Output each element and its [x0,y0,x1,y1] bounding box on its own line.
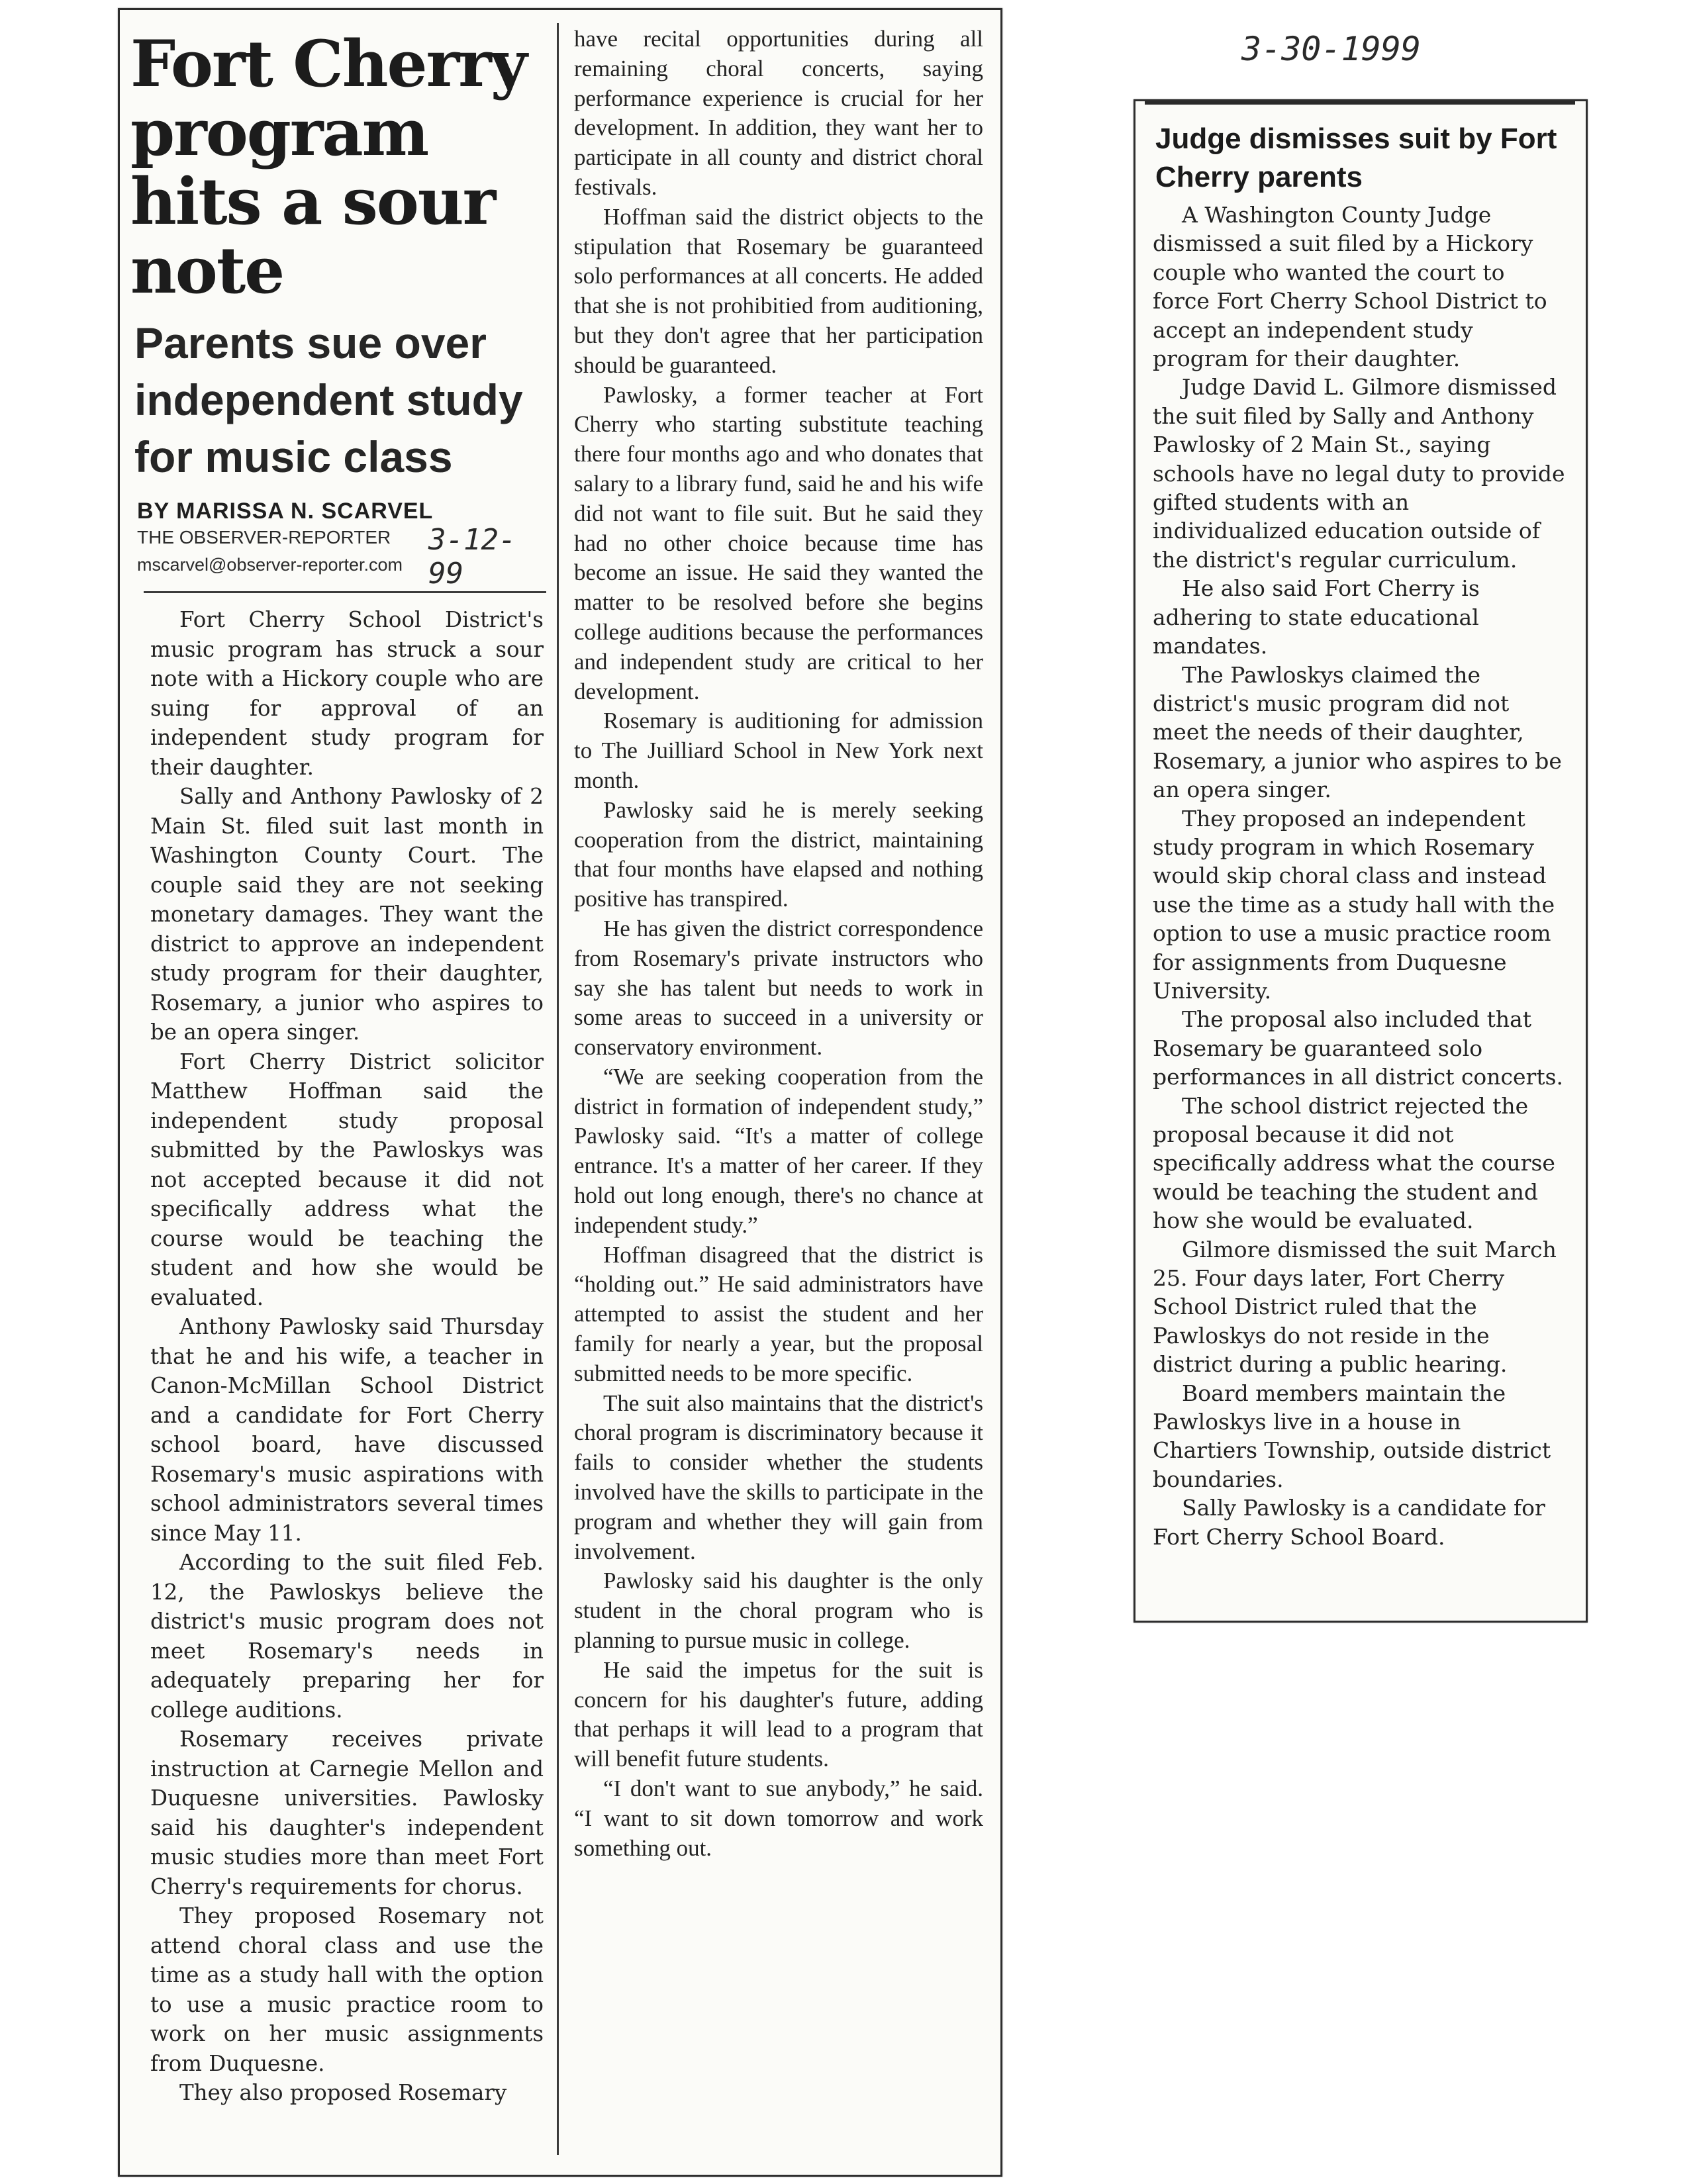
column-divider [557,23,559,2155]
paragraph: Judge David L. Gilmore dismissed the suit filed by Sally and Anthony Pawlosky of 2 Main St., saying schools have no legal duty to provide gifted students with an individualized education outside of the district's regular curriculum. [1153,374,1565,573]
paragraph: They also proposed Rosemary [179,2080,507,2105]
side-article-body [1153,201,1567,1551]
paragraph: The Pawloskys claimed the district's music program did not meet the needs of their daughter, Rosemary, a junior who aspires to be an opera singer. [1153,661,1562,803]
subheadline: Parents sue over independent study for music class [134,318,523,481]
paragraph: They proposed Rosemary not attend choral class and use the time as a study hall with the option to use a music practice room to work on her music assignments from Duquesne. [150,1903,544,2076]
outlet-name: THE OBSERVER-REPORTER [137,527,391,547]
paragraph: He said the impetus for the suit is concern for his daughter's future, adding that perhaps it will lead to a program that will benefit future students. [574,1656,983,1772]
byline-rule [144,591,546,593]
paragraph: Rosemary receives private instruction at Carnegie Mellon and Duquesne universities. Pawlosky said his daughter's independent music studies more than meet Fort Cherry's requirements for chorus. [150,1727,544,1899]
side-article-clipping [1134,30,1588,1623]
paragraph: Sally Pawlosky is a candidate for Fort Cherry School Board. [1153,1495,1545,1550]
paragraph: Board members maintain the Pawloskys live in a house in Chartiers Township, outside district boundaries. [1153,1380,1551,1492]
paragraph: Gilmore dismissed the suit March 25. Four days later, Fort Cherry School District ruled that the Pawloskys do not reside in the district during a public hearing. [1153,1236,1557,1378]
paragraph: Rosemary is auditioning for admission to The Juilliard School in New York next month. [574,708,983,793]
paragraph: Pawlosky, a former teacher at Fort Cherry who starting substitute teaching there four months ago and who donates that salary to a library fund, said he and his wife did not want to file suit. But he said they had no other choice because time has become an issue. He said they wanted the matter to be resolved before she begins college auditions because the performances and independent study are critical to her development. [574,381,983,704]
main-article-clipping [118,8,1002,2177]
paragraph: A Washington County Judge dismissed a suit filed by a Hickory couple who wanted the court to force Fort Cherry School District to accept an independent study program for their daughter. [1153,202,1547,372]
paragraph: have recital opportunities during all remaining choral concerts, saying performance experience is crucial for her development. In addition, they want her to participate in all county and district choral festivals. [574,26,983,200]
paragraph: He has given the district correspondence from Rosemary's private instructors who say she has talent but needs to work in some areas to succeed in a university or conservatory environment. [574,915,983,1061]
side-headline: Judge dismisses suit by Fort Cherry parents [1155,122,1557,193]
handwritten-date-note: 3-30-1999 [1241,30,1421,68]
paragraph: Pawlosky said his daughter is the only student in the choral program who is planning to pursue music in college. [574,1568,983,1654]
paragraph: Fort Cherry School District's music program has struck a sour note with a Hickory couple who are suing for approval of an independent study program for their daughter. [150,607,544,780]
handwritten-date: 3-12-99 [428,523,516,591]
column-1-body [130,605,546,2108]
paragraph: They proposed an independent study program in which Rosemary would skip choral class and instead use the time as a study hall with the option to use a music practice room for assignments from Duquesne University. [1153,805,1555,1004]
paragraph: Hoffman said the district objects to the stipulation that Rosemary be guaranteed solo performances at all concerts. He added that she is not prohibitied from auditioning, but they don't agree that her participation should be guaranteed. [574,203,983,378]
paragraph: The school district rejected the proposal because it did not specifically address what the course would be teaching the student and how she would be evaluated. [1153,1092,1555,1234]
paragraph: Hoffman disagreed that the district is “holding out.” He said administrators have attempted to assist the student and her family for nearly a year, but the proposal submitted needs to be more specific. [574,1241,983,1386]
paragraph: The proposal also included that Rosemary be guaranteed solo performances in all district concerts. [1153,1006,1564,1090]
column-2-body [574,24,983,1863]
byline: BY MARISSA N. SCARVEL [137,499,434,524]
author-email: mscarvel@observer-reporter.com [137,555,403,575]
paragraph: Sally and Anthony Pawlosky of 2 Main St. filed suit last month in Washington County Court. The couple said they are not seeking monetary damages. They want the district to approve an independent study program for their daughter, Rosemary, a junior who aspires to be an opera singer. [150,784,544,1045]
headline: Fort Cherry program hits a sour note [130,26,526,308]
paragraph: Anthony Pawlosky said Thursday that he and his wife, a teacher in Canon-McMillan School District and a candidate for Fort Cherry school board, have discussed Rosemary's music aspirations with school administrators several times since May 11. [150,1314,544,1546]
paragraph: According to the suit filed Feb. 12, the Pawloskys believe the district's music program does not meet Rosemary's needs in adequately preparing her for college auditions. [150,1550,544,1723]
top-rule [1145,101,1575,105]
paragraph: He also said Fort Cherry is adhering to state educational mandates. [1153,575,1480,659]
paragraph: Pawlosky said he is merely seeking cooperation from the district, maintaining that four months have elapsed and nothing positive has transpired. [574,796,983,912]
paragraph: The suit also maintains that the district's choral program is discriminatory because it fails to consider whether the students involved have the skills to participate in the program and whether they will gain from involvement. [574,1390,983,1564]
paragraph: Fort Cherry District solicitor Matthew Hoffman said the independent study proposal submitted by the Pawloskys was not accepted because it did not specifically address what the course would be teaching the student and how she would be evaluated. [150,1049,544,1310]
paragraph: “I don't want to sue anybody,” he said. “I want to sit down tomorrow and work something out. [574,1776,983,1861]
paragraph: “We are seeking cooperation from the district in formation of independent study,” Pawlosky said. “It's a matter of college entrance. It's a matter of her career. If they hold out long enough, there's no chance at independent study.” [574,1063,983,1238]
article-column-2 [574,24,983,1863]
article-column-1 [130,26,546,2108]
